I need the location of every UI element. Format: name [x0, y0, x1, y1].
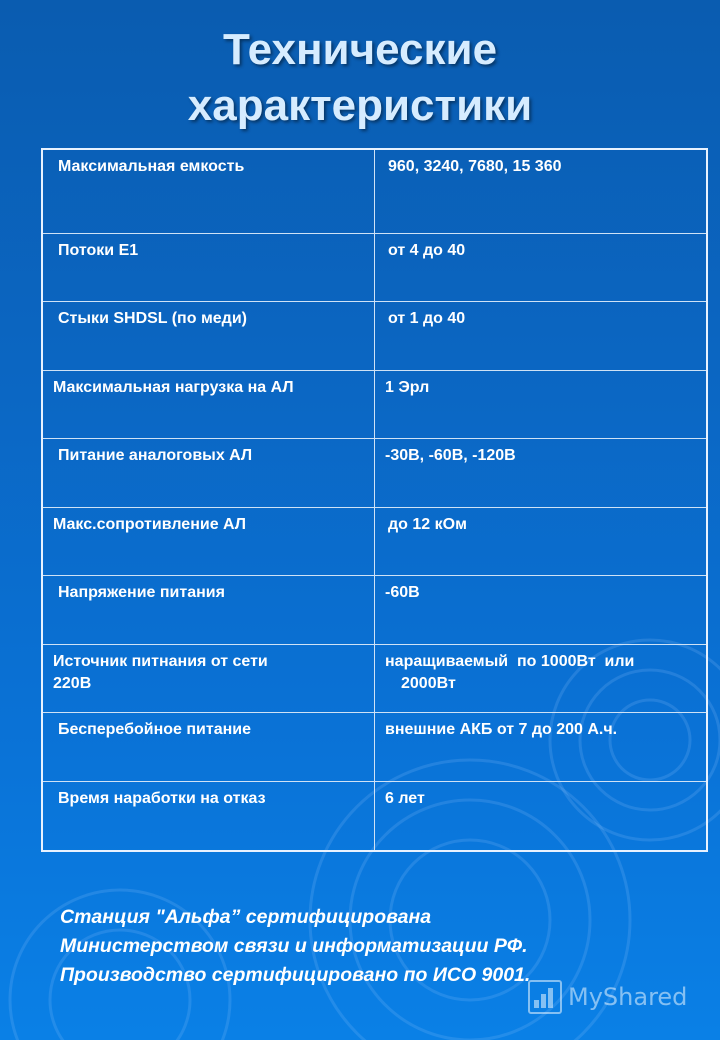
- param-cell: Максимальная емкость: [42, 149, 375, 233]
- value-line-1: наращиваемый по 1000Вт или: [385, 652, 635, 670]
- param-cell: Максимальная нагрузка на АЛ: [42, 370, 375, 438]
- footer-line-3: Производство сертифицировано по ИСО 9001.: [60, 964, 531, 986]
- table-row: [42, 507, 707, 575]
- specs-table: [41, 148, 708, 852]
- value-line-2: 2000Вт: [401, 674, 456, 692]
- value-cell: 1 Эрл: [375, 370, 708, 438]
- watermark-text: MyShared: [568, 983, 688, 1011]
- page-title: [0, 22, 720, 134]
- value-cell: 960, 3240, 7680, 15 360: [375, 149, 708, 233]
- table-row: [42, 712, 707, 781]
- param-cell: [42, 644, 375, 712]
- param-cell: Макс.сопротивление АЛ: [42, 507, 375, 575]
- param-cell: Стыки SHDSL (по меди): [42, 301, 375, 370]
- param-cell: Питание аналоговых АЛ: [42, 438, 375, 507]
- param-cell: Время наработки на отказ: [42, 781, 375, 851]
- param-cell: Бесперебойное питание: [42, 712, 375, 781]
- value-cell: [375, 644, 708, 712]
- table-row: [42, 644, 707, 712]
- table-row: [42, 438, 707, 507]
- value-cell: -30В, -60В, -120В: [375, 438, 708, 507]
- param-cell: Потоки Е1: [42, 233, 375, 301]
- table-row: [42, 301, 707, 370]
- value-cell: от 1 до 40: [375, 301, 708, 370]
- table-row: [42, 575, 707, 644]
- value-cell: внешние АКБ от 7 до 200 А.ч.: [375, 712, 708, 781]
- footer-line-2: Министерством связи и информатизации РФ.: [60, 935, 528, 957]
- watermark: [528, 980, 687, 1014]
- footer-line-1: Станция "Альфа” сертифицирована: [60, 906, 432, 928]
- value-cell: до 12 кОм: [375, 507, 708, 575]
- certification-note: [60, 903, 700, 990]
- myshared-logo-icon: [528, 980, 562, 1014]
- param-cell: Напряжение питания: [42, 575, 375, 644]
- value-cell: от 4 до 40: [375, 233, 708, 301]
- param-line-1: Источник питнания от сети: [53, 652, 268, 670]
- table-row: [42, 233, 707, 301]
- title-line-1: Технические: [222, 25, 498, 74]
- table-row: [42, 781, 707, 851]
- table-row: [42, 149, 707, 233]
- value-cell: -60В: [375, 575, 708, 644]
- table-row: [42, 370, 707, 438]
- title-line-2: характеристики: [187, 81, 533, 130]
- param-line-2: 220В: [53, 674, 92, 692]
- value-cell: 6 лет: [375, 781, 708, 851]
